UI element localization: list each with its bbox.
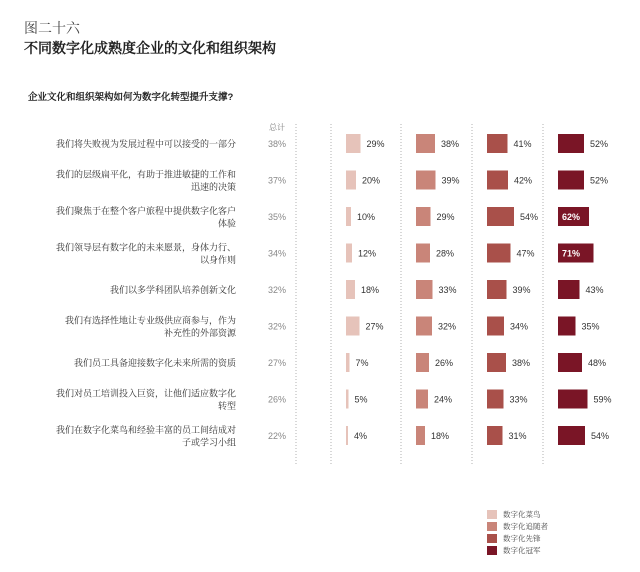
bar: [416, 171, 436, 190]
bar: [346, 317, 360, 336]
bar: [346, 426, 348, 445]
chart-question: 企业文化和组织架构如何为数字化转型提升支撑?: [28, 92, 234, 103]
bar: [346, 171, 356, 190]
data-label: 52%: [590, 175, 609, 186]
data-label: 38%: [441, 139, 460, 149]
category-label: 我们对员工培训投入巨资，让他们适应数字化: [55, 388, 236, 399]
category-label: 我们将失败视为发展过程中可以接受的一部分: [55, 139, 236, 149]
data-label: 33%: [509, 394, 528, 405]
bar: [416, 280, 433, 299]
bar: [416, 390, 428, 409]
data-label: 47%: [516, 248, 535, 259]
bar: [558, 353, 582, 372]
category-label: 我们领导层有数字化的未来愿景，身体力行、: [55, 242, 236, 253]
category-label: 我们员工具备迎接数字化未来所需的资质: [73, 358, 236, 368]
bar: [487, 390, 504, 409]
total-value: 27%: [267, 358, 287, 368]
data-label: 71%: [562, 248, 581, 259]
data-label: 42%: [514, 175, 533, 186]
legend-swatch: [487, 534, 497, 543]
data-label: 10%: [357, 212, 376, 222]
data-label: 7%: [355, 358, 369, 368]
bar: [346, 353, 350, 372]
bar: [487, 317, 504, 336]
data-label: 28%: [436, 248, 455, 259]
bar: [416, 426, 425, 445]
data-label: 18%: [361, 285, 380, 295]
data-label: 39%: [512, 285, 531, 295]
legend-label: 数字化冠军: [503, 545, 541, 555]
bar: [346, 207, 351, 226]
category-label: 我们以多学科团队培养创新文化: [109, 285, 236, 295]
legend-item: [487, 544, 548, 556]
total-value: 32%: [267, 321, 287, 332]
data-label: 43%: [585, 285, 604, 295]
data-label: 41%: [513, 139, 532, 149]
total-value: 34%: [267, 248, 287, 259]
bar: [558, 134, 584, 153]
bar: [558, 426, 585, 445]
data-label: 29%: [436, 212, 455, 222]
data-label: 31%: [508, 431, 527, 441]
data-label: 35%: [581, 321, 600, 332]
bar: [416, 353, 429, 372]
bar: [346, 134, 361, 153]
bar: [558, 280, 580, 299]
data-label: 29%: [366, 139, 385, 149]
data-label: 27%: [365, 321, 384, 332]
legend-label: 数字化先锋: [503, 533, 541, 543]
total-value: 22%: [267, 431, 287, 441]
bar: [558, 317, 576, 336]
data-label: 20%: [362, 175, 381, 186]
legend-label: 数字化追随者: [503, 521, 548, 531]
bar: [487, 207, 514, 226]
category-label: 我们有选择性地让专业级供应商参与，作为: [64, 315, 236, 326]
bar: [416, 207, 431, 226]
bar: [487, 134, 508, 153]
data-label: 48%: [588, 358, 607, 368]
legend-item: [487, 520, 548, 532]
category-label: 我们的层级扁平化，有助于推进敏捷的工作和: [55, 169, 236, 180]
category-label: 转型: [217, 400, 236, 411]
data-label: 12%: [358, 248, 377, 259]
bar: [487, 280, 507, 299]
category-label: 我们聚焦于在整个客户旅程中提供数字化客户: [55, 205, 236, 216]
figure-label: 图二十六: [24, 22, 80, 37]
legend-swatch: [487, 510, 497, 519]
total-value: 38%: [267, 139, 287, 149]
bar: [558, 390, 588, 409]
bar: [346, 280, 355, 299]
category-label: 体验: [217, 218, 236, 229]
data-label: 33%: [438, 285, 457, 295]
data-label: 4%: [354, 431, 368, 441]
legend-swatch: [487, 546, 497, 555]
data-label: 26%: [435, 358, 454, 368]
figure-title: 不同数字化成熟度企业的文化和组织架构: [24, 42, 276, 57]
data-label: 18%: [431, 431, 450, 441]
data-label: 38%: [512, 358, 531, 368]
bar: [487, 171, 508, 190]
data-label: 62%: [562, 212, 581, 222]
bar: [487, 353, 506, 372]
category-label: 以身作则: [199, 254, 236, 265]
bar: [487, 244, 511, 263]
total-value: 32%: [267, 285, 287, 295]
data-label: 39%: [441, 175, 460, 186]
bar: [416, 317, 432, 336]
legend-label: 数字化菜鸟: [503, 509, 541, 519]
bar: [416, 134, 435, 153]
chart-legend: [487, 508, 548, 556]
category-label: 迅速的决策: [190, 181, 236, 192]
legend-swatch: [487, 522, 497, 531]
data-label: 52%: [590, 139, 609, 149]
data-label: 32%: [438, 321, 457, 332]
bar: [346, 244, 352, 263]
category-label: 我们在数字化菜鸟和经验丰富的员工间结成对: [55, 424, 236, 435]
total-value: 26%: [267, 394, 287, 405]
bar: [416, 244, 430, 263]
data-label: 5%: [354, 394, 368, 405]
category-label: 补充性的外部资源: [163, 327, 236, 338]
total-value: 35%: [267, 212, 287, 222]
legend-item: [487, 508, 548, 520]
data-label: 24%: [434, 394, 453, 405]
total-value: 37%: [267, 175, 287, 186]
data-label: 54%: [520, 212, 539, 222]
bar: [487, 426, 503, 445]
bar: [558, 171, 584, 190]
data-label: 59%: [593, 394, 612, 405]
category-label: 子或学习小组: [181, 437, 236, 448]
bar: [346, 390, 349, 409]
data-label: 34%: [510, 321, 529, 332]
data-label: 54%: [591, 431, 610, 441]
legend-item: [487, 532, 548, 544]
total-column-header: 总计: [269, 123, 285, 132]
